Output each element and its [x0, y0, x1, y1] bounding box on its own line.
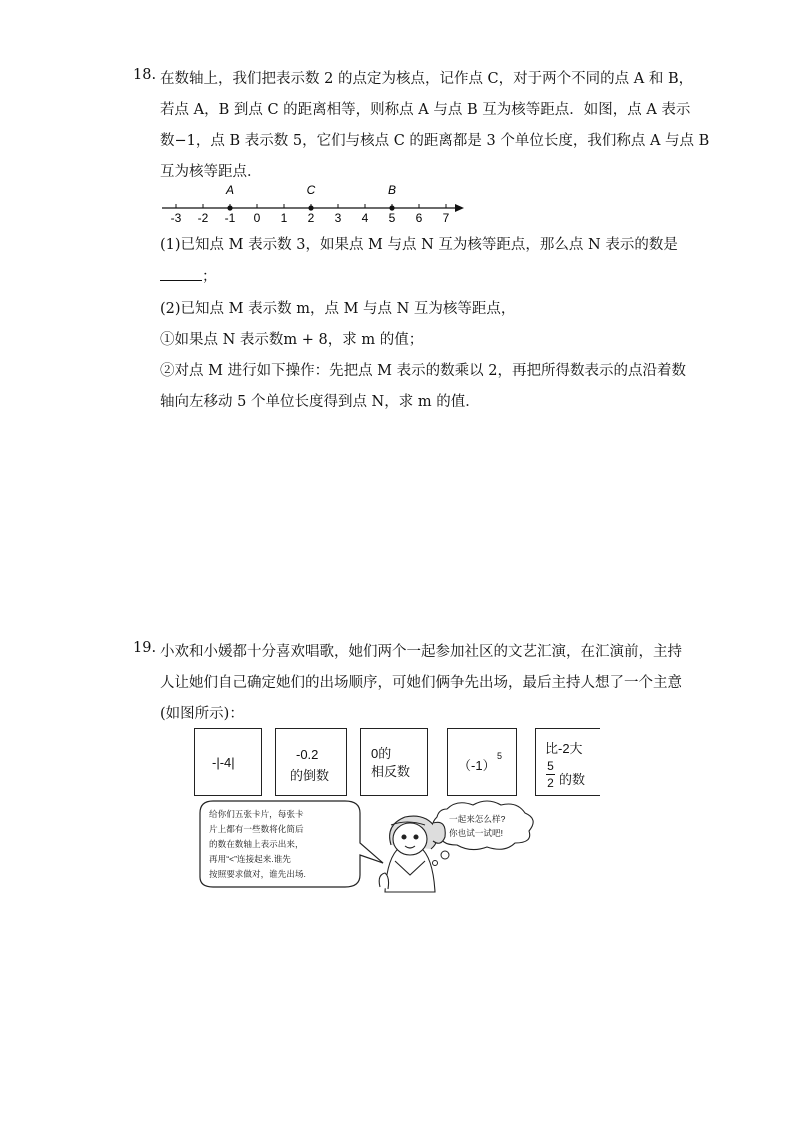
q18-number: 18.	[133, 67, 157, 83]
thought-dot-large	[441, 851, 449, 859]
tick-label: -3	[170, 211, 182, 225]
card-3-line-1: 0的	[371, 746, 392, 761]
tick-label: 4	[361, 211, 369, 225]
q18-text-line-3: 数−1，点 B 表示数 5，它们与核点 C 的距离都是 3 个单位长度，我们称点 A 与点 B	[160, 133, 710, 149]
card-2-line-1: -0.2	[296, 747, 319, 762]
bubble-left-line-2: 片上都有一些数将化简后	[209, 824, 304, 834]
q18-part1-end: ；	[202, 269, 217, 285]
q19-text-line-1: 小欢和小媛都十分喜欢唱歌，她们两个一起参加社区的文艺汇演，在汇演前，主持	[160, 644, 682, 660]
answer-blank[interactable]	[160, 268, 202, 281]
q18-part1-line1: (1)已知点 M 表示数 3，如果点 M 与点 N 互为核等距点，那么点 N 表示的数是	[160, 237, 678, 253]
tick-label: 3	[334, 211, 342, 225]
cartoon-illustration	[195, 797, 575, 901]
q19-text-line-2: 人让她们自己确定她们的出场顺序，可她们俩争先出场，最后主持人想了一个主意	[160, 675, 682, 691]
bubble-right-line-1: 一起来怎么样?	[449, 814, 506, 824]
tick-label: 2	[307, 211, 315, 225]
axis-arrow-icon	[455, 204, 464, 212]
card-2-line-2: 的倒数	[290, 768, 330, 783]
card-5	[535, 728, 600, 796]
q18-sub1: ①如果点 N 表示数m + 8，求 m 的值；	[160, 332, 424, 348]
point-b-label: B	[387, 183, 397, 197]
bubble-left-line-5: 按照要求做对，谁先出场.	[209, 869, 306, 879]
card-5-numerator: 5	[547, 759, 554, 773]
tick-label: 7	[442, 211, 450, 225]
bubble-left-line-4: 再用“<”连接起来.谁先	[209, 854, 291, 864]
bubble-left-line-1: 给你们五张卡片，每张卡	[209, 809, 304, 819]
point-c-label: C	[306, 183, 316, 197]
card-5-fraction	[546, 759, 555, 790]
girl-figure-icon	[379, 816, 445, 892]
point-c-dot	[308, 205, 313, 210]
bubble-left-line-3: 的数在数轴上表示出来，	[209, 839, 304, 849]
card-5-tail: 的数	[559, 772, 586, 787]
card-3-line-2: 相反数	[371, 764, 411, 779]
tick-label: 5	[388, 211, 396, 225]
thought-dot-small	[433, 861, 438, 866]
card-2	[275, 728, 347, 796]
q19-text-line-3: (如图所示)：	[160, 706, 244, 722]
q18-sub2-line2: 轴向左移动 5 个单位长度得到点 N，求 m 的值．	[160, 394, 480, 410]
point-a-dot	[227, 205, 232, 210]
card-1-text: -|-4|	[212, 755, 235, 770]
card-4-exponent: 5	[497, 751, 503, 761]
thought-cloud-right	[433, 801, 533, 850]
number-line-figure	[150, 178, 480, 230]
q18-part2: (2)已知点 M 表示数 m，点 M 与点 N 互为核等距点，	[160, 301, 516, 317]
tick-label: 6	[415, 211, 423, 225]
card-4	[447, 728, 517, 796]
q18-text-line-2: 若点 A，B 到点 C 的距离相等，则称点 A 与点 B 互为核等距点．如图，点 A 表示	[160, 102, 691, 118]
card-5-line-1: 比-2大	[545, 741, 583, 756]
point-a-label: A	[225, 183, 235, 197]
tick-label: 0	[253, 211, 261, 225]
q18-part1-line2	[160, 265, 217, 286]
point-b-dot	[389, 205, 394, 210]
q18-text-line-4: 互为核等距点．	[160, 164, 262, 180]
bubble-right-line-2: 你也试一试吧!	[449, 828, 503, 838]
card-5-denominator: 2	[547, 776, 554, 790]
q18-sub2-line1: ②对点 M 进行如下操作：先把点 M 表示的数乘以 2，再把所得数表示的点沿着数	[160, 363, 686, 379]
card-1	[194, 728, 262, 796]
q19-number: 19.	[133, 640, 157, 656]
q18-text-line-1: 在数轴上，我们把表示数 2 的点定为核点，记作点 C，对于两个不同的点 A 和 B，	[160, 71, 694, 87]
tick-label: -2	[197, 211, 209, 225]
card-3	[360, 728, 428, 796]
tick-label: 1	[280, 211, 288, 225]
fraction-bar	[546, 774, 555, 775]
tick-label: -1	[224, 211, 236, 225]
card-4-base: （-1）	[458, 758, 496, 773]
